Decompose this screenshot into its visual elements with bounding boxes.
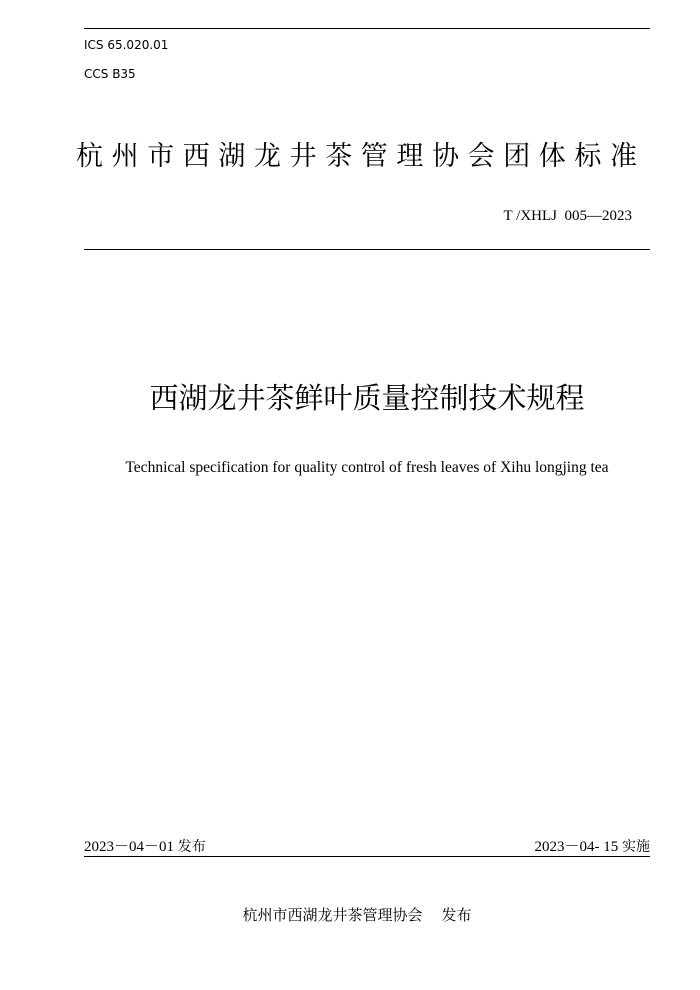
implementation-date xyxy=(535,835,651,856)
footer-divider xyxy=(84,856,650,857)
organization-standard-title: 杭州市西湖龙井茶管理协会团体标准 xyxy=(76,141,646,172)
document-title-chinese: 西湖龙井茶鲜叶质量控制技术规程 xyxy=(149,381,585,415)
ccs-code: CCS B35 xyxy=(84,67,136,81)
standard-number: T /XHLJ 005—2023 xyxy=(503,208,632,224)
header-divider xyxy=(84,249,650,250)
ics-code: ICS 65.020.01 xyxy=(84,38,169,52)
publisher-name: 杭州市西湖龙井茶管理协会 xyxy=(242,906,423,924)
issue-date-value: 2023－04－01 xyxy=(84,839,178,855)
publisher-action: 发布 xyxy=(441,906,472,924)
implementation-label: 实施 xyxy=(622,839,650,855)
issue-label: 发布 xyxy=(177,839,206,855)
issue-date xyxy=(84,835,206,856)
implementation-date-value: 2023－04- 15 xyxy=(534,839,622,855)
top-divider xyxy=(84,28,650,29)
document-title-english: Technical specification for quality control of fresh leaves of Xihu longjing tea xyxy=(125,459,609,476)
publisher-line xyxy=(0,904,700,925)
